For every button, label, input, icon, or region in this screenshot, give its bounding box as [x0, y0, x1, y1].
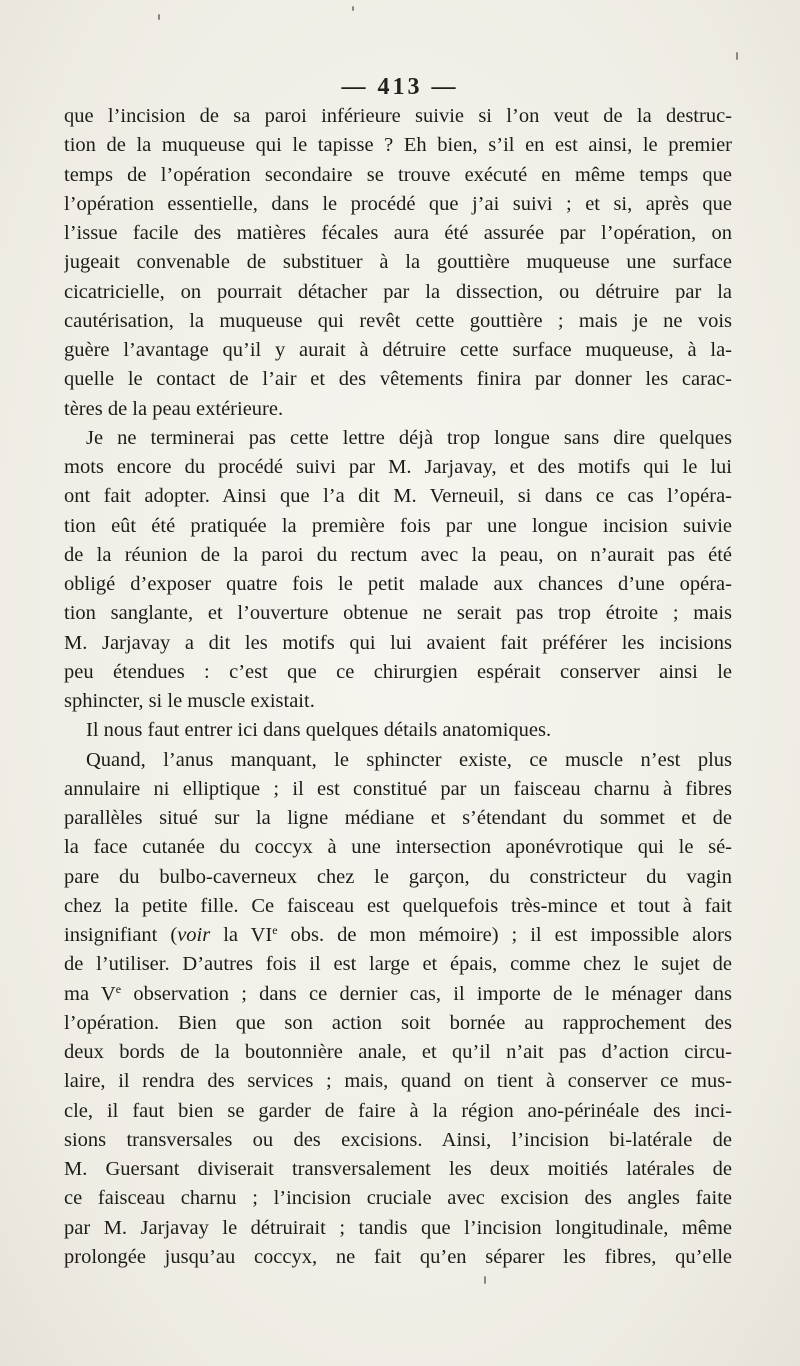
text-line: guère l’avantage qu’il y aurait à détruire cette surface muqueuse, à la- [64, 339, 732, 361]
text-line: prolongée jusqu’au coccyx, ne fait qu’en séparer les fibres, qu’elle [64, 1245, 732, 1268]
text-line: M. Guersant diviserait transversalement les deux moitiés latérales de [64, 1158, 732, 1180]
text-segment: la VI [210, 924, 273, 946]
text-line: l’opération. Bien que son action soit bornée au rapprochement des [64, 1011, 732, 1034]
text-line: tères de la peau extérieure. [64, 397, 284, 420]
text-line: l’issue facile des matières fécales aura été assurée par l’opération, on [64, 222, 732, 244]
page-number: — 413 — [341, 74, 459, 100]
text-line: cicatricielle, on pourrait détacher par la dissection, ou détruire par la [64, 280, 732, 303]
text-line: chez la petite fille. Ce faisceau est quelquefois très-mince et tout à fait [64, 894, 732, 917]
text-line: Je ne terminerai pas cette lettre déjà trop longue sans dire quelques [86, 426, 732, 449]
text-line: laire, il rendra des services ; mais, quand on tient à conserver ce mus- [64, 1070, 732, 1093]
text-line: Quand, l’anus manquant, le sphincter existe, ce muscle n’est plus [86, 748, 732, 771]
text-line: par M. Jarjavay le détruirait ; tandis que l’incision longitudinale, même [64, 1216, 732, 1239]
text-segment: voir [177, 924, 211, 946]
text-segment: obs. de mon mémoire) ; il est impossible alors [277, 924, 732, 946]
text-line: cle, il faut bien se garder de faire à la région ano-périnéale des inci- [64, 1099, 732, 1122]
text-line: peu étendues : c’est que ce chirurgien espérait conserver ainsi le [64, 660, 732, 683]
text-line: quelle le contact de l’air et des vêtements finira par donner les carac- [64, 368, 732, 391]
text-line [64, 921, 732, 950]
text-line: annulaire ni elliptique ; il est constitué par un faisceau charnu à fibres [64, 777, 732, 800]
text-line: sions transversales ou des excisions. Ainsi, l’incision bi-latérale de [64, 1128, 732, 1151]
scan-speck [352, 6, 354, 11]
scan-speck [736, 52, 738, 60]
text-line: deux bords de la boutonnière anale, et qu’il n’ait pas d’action circu- [64, 1041, 732, 1063]
text-line: obligé d’exposer quatre fois le petit malade aux chances d’une opéra- [64, 573, 732, 595]
text-line: pare du bulbo-caverneux chez le garçon, du constricteur du vagin [64, 865, 732, 888]
text-line: parallèles situé sur la ligne médiane et s’étendant du sommet et de [64, 807, 732, 829]
text-line: la face cutanée du coccyx à une intersection aponévrotique qui le sé- [64, 836, 732, 859]
text-line: cautérisation, la muqueuse qui revêt cette gouttière ; mais je ne vois [64, 309, 732, 332]
text-line: jugeait convenable de substituer à la gouttière muqueuse une surface [64, 251, 732, 274]
text-line: ce faisceau charnu ; l’incision cruciale avec excision des angles faite [64, 1187, 732, 1210]
text-segment: e [115, 981, 122, 996]
text-line: temps de l’opération secondaire se trouve exécuté en même temps que [64, 163, 732, 186]
text-line: de la réunion de la paroi du rectum avec la peau, on n’aurait pas été [64, 543, 732, 566]
text-line: tion sanglante, et l’ouverture obtenue ne serait pas trop étroite ; mais [64, 602, 732, 625]
scan-speck [158, 14, 160, 20]
text-segment: insignifiant ( [64, 924, 178, 946]
text-line: tion de la muqueuse qui le tapisse ? Eh bien, s’il en est ainsi, le premier [64, 134, 732, 157]
text-line: mots encore du procédé suivi par M. Jarjavay, et des motifs qui le lui [64, 456, 732, 478]
text-line: ont fait adopter. Ainsi que l’a dit M. Verneuil, si dans ce cas l’opéra- [64, 485, 732, 508]
text-segment: e [272, 923, 278, 937]
text-line: tion eût été pratiquée la première fois par une longue incision suivie [64, 514, 732, 537]
scan-speck [484, 1276, 486, 1284]
text-line: de l’utiliser. D’autres fois il est large et épais, comme chez le sujet de [64, 953, 732, 976]
text-line: Il nous faut entrer ici dans quelques détails anatomiques. [86, 719, 552, 742]
text-line: que l’incision de sa paroi inférieure suivie si l’on veut de la destruc- [64, 105, 732, 127]
body-text [64, 102, 732, 1272]
text-segment: observation ; dans ce dernier cas, il importe de le ménager dans [121, 982, 732, 1005]
text-segment: ma V [64, 982, 116, 1005]
text-line: M. Jarjavay a dit les motifs qui lui avaient fait préférer les incisions [64, 631, 732, 654]
text-line [64, 980, 732, 1009]
text-line: l’opération essentielle, dans le procédé que j’ai suivi ; et si, après que [64, 192, 732, 215]
text-line: sphincter, si le muscle existait. [64, 690, 315, 712]
